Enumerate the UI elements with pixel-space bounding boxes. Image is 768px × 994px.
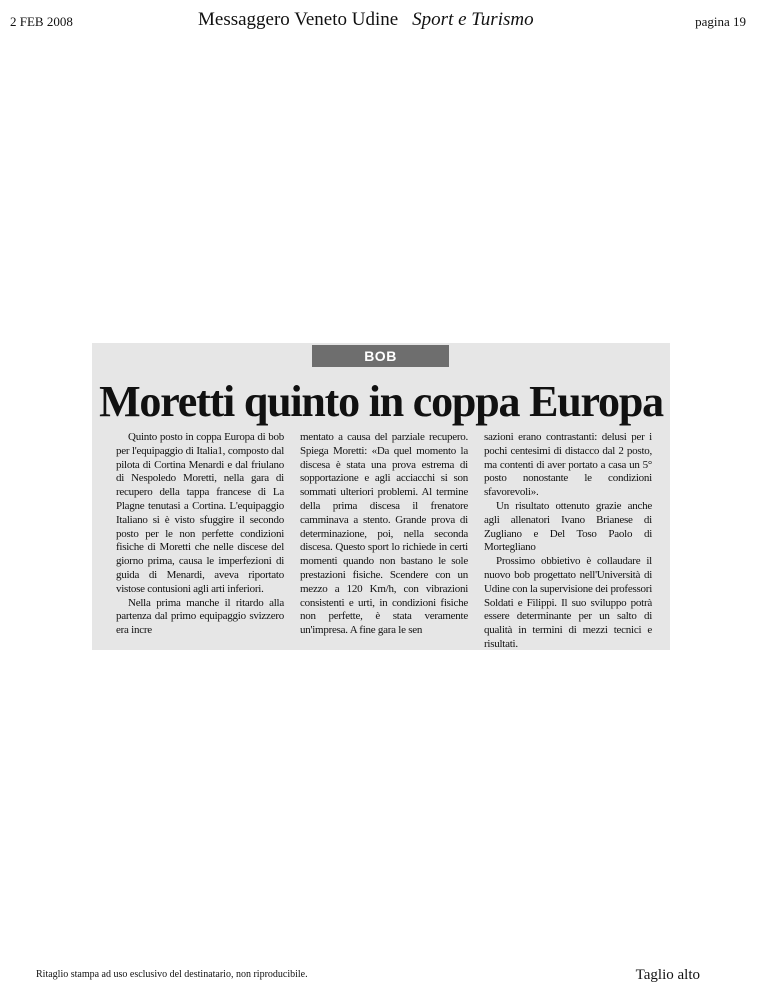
article-body: [116, 431, 652, 652]
article-paragraph: sazioni erano contrastanti: delusi per i pochi centesimi di distacco dal 2 posto, ma contenti di aver portato a casa un 5° posto nonostante le condizioni sfavorevoli».: [484, 431, 652, 499]
article-column-3: [484, 431, 652, 652]
article-column-2: [300, 431, 468, 652]
article-paragraph: Nella prima manche il ritardo alla partenza dal primo equipaggio svizzero era incre: [116, 596, 284, 637]
article-paragraph: Quinto posto in coppa Europa di bob per l'equipaggio di Italia1, composto dal pilota di Cortina Menardi e dal friulano di Nespoledo Moretti, nella gara di recupero della tappa francese di La Plagne tenutasi a Cortina. L'equipaggio Italiano si è visto sfuggire il secondo posto per le non perfette condizioni fisiche di Moretti che nelle discese del giorno prima, causa le imperfezioni di guida di Menardi, aveva riportato vistose contusioni agli arti inferiori.: [116, 431, 284, 595]
header-date: 2 FEB 2008: [10, 14, 73, 29]
article-column-1: [116, 431, 284, 652]
article-paragraph: Prossimo obbietivo è collaudare il nuovo bob progettato nell'Università di Udine con la supervisione dei professori Soldati e Filippi. Il suo sviluppo potrà essere determinante per un salto di qualità in termini di mezzi tecnici e risultati.: [484, 555, 652, 650]
footer-copyright-notice: Ritaglio stampa ad uso esclusivo del destinatario, non riproducibile.: [36, 969, 308, 980]
article-paragraph: Un risultato ottenuto grazie anche agli allenatori Ivano Brianese di Zugliano e Del Toso Paolo di Mortegliano: [484, 499, 652, 554]
article-headline: Moretti quinto in coppa Europa: [99, 377, 663, 426]
header-page-number: pagina 19: [695, 14, 746, 29]
section-name: Sport e Turismo: [412, 9, 534, 30]
article-paragraph: mentato a causa del parziale recupero. Spiega Moretti: «Da quel momento la discesa è stata una prova estrema di sopportazione e agli acciacchi si son sommati ulteriori problemi. Al termine della prima discesa il frenatore camminava a stento. Grande prova di determinazione, poi, nella seconda discesa. Questo sport lo richiede in certi momenti quando non bastano le sole prestazioni fisiche. Scendere con un mezzo a 120 Km/h, con vibrazioni consistenti e urti, in condizioni fisiche non perfette, è stata veramente un'impresa. A fine gara le sen: [300, 431, 468, 637]
header-newspaper: [198, 9, 534, 31]
newspaper-name: Messaggero Veneto Udine: [198, 9, 399, 30]
article-clipping: [92, 343, 670, 650]
article-kicker: BOB: [312, 345, 449, 367]
footer-placement-tag: Taglio alto: [635, 967, 700, 983]
